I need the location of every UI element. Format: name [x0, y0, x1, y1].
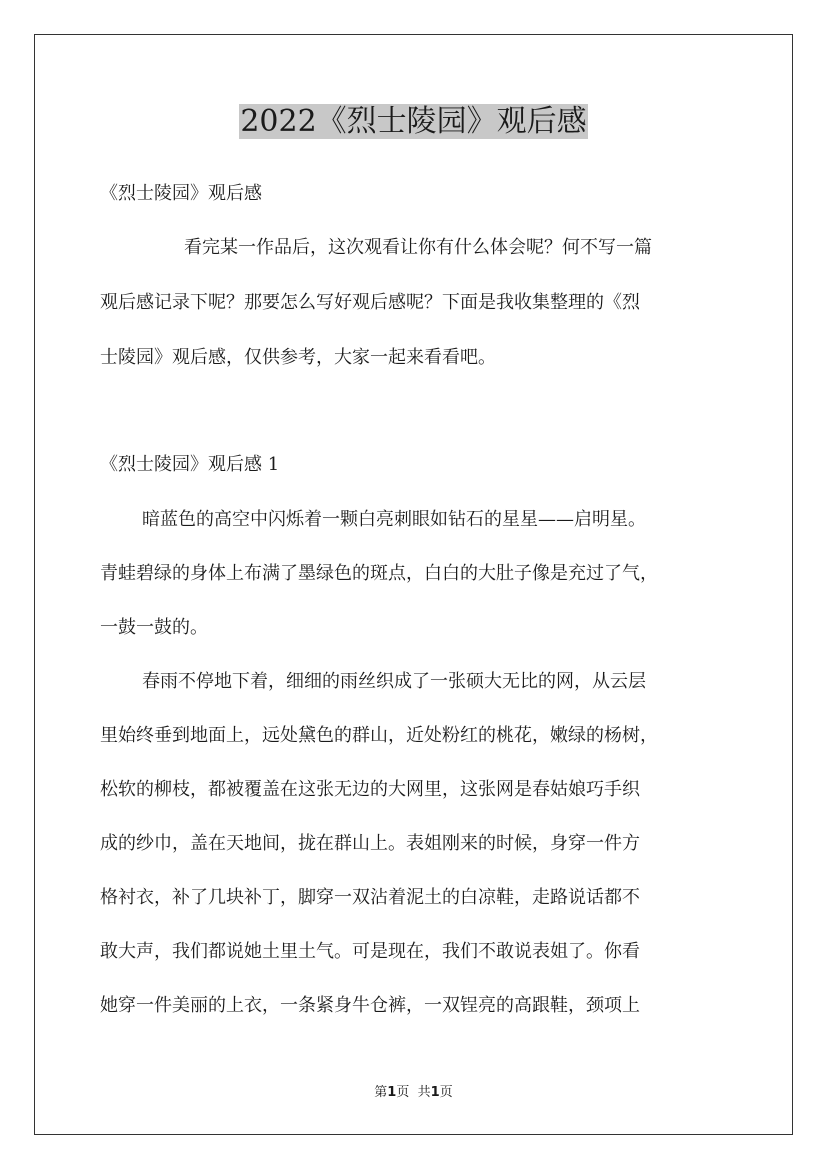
footer-page-prefix: 第: [374, 1085, 388, 1100]
footer-page-suffix: 页: [396, 1085, 410, 1100]
intro-line-2: 观后感记录下呢？那要怎么写好观后感呢？下面是我收集整理的《烈: [100, 292, 640, 313]
document-title-text: 2022《烈士陵园》观后感: [240, 104, 587, 139]
paragraph1-line-1: 暗蓝色的高空中闪烁着一颗白亮刺眼如钻石的星星——启明星。: [142, 509, 646, 530]
paragraph2-line-5: 格衬衣，补了几块补丁，脚穿一双沾着泥土的白凉鞋，走路说话都不: [100, 887, 640, 908]
document-subtitle: 《烈士陵园》观后感: [100, 183, 262, 204]
paragraph2-line-7: 她穿一件美丽的上衣，一条紧身牛仓裤，一双锃亮的高跟鞋，颈项上: [100, 995, 640, 1016]
page-footer: [0, 1084, 827, 1102]
paragraph2-line-4: 成的纱巾，盖在天地间，拢在群山上。表姐刚来的时候，身穿一件方: [100, 833, 640, 854]
paragraph2-line-3: 松软的柳枝，都被覆盖在这张无边的大网里，这张网是春姑娘巧手织: [100, 779, 640, 800]
intro-line-3: 士陵园》观后感，仅供参考，大家一起来看看吧。: [100, 347, 496, 368]
footer-total-suffix: 页: [439, 1085, 453, 1100]
document-title: [0, 100, 827, 144]
paragraph2-line-1: 春雨不停地下着，细细的雨丝织成了一张硕大无比的网，从云层: [142, 671, 646, 692]
intro-line-1: 看完某一作品后，这次观看让你有什么体会呢？何不写一篇: [184, 237, 652, 258]
paragraph2-line-2: 里始终垂到地面上，远处黛色的群山，近处粉红的桃花，嫩绿的杨树，: [100, 725, 658, 746]
footer-page-number: 1: [387, 1085, 397, 1100]
footer-total-number: 1: [430, 1085, 440, 1100]
footer-total-prefix: 共: [417, 1085, 431, 1100]
paragraph1-line-3: 一鼓一鼓的。: [100, 617, 208, 638]
paragraph1-line-2: 青蛙碧绿的身体上布满了墨绿色的斑点，白白的大肚子像是充过了气，: [100, 563, 658, 584]
paragraph2-line-6: 敢大声，我们都说她土里土气。可是现在，我们不敢说表姐了。你看: [100, 941, 640, 962]
section-heading: 《烈士陵园》观后感 1: [100, 454, 280, 475]
